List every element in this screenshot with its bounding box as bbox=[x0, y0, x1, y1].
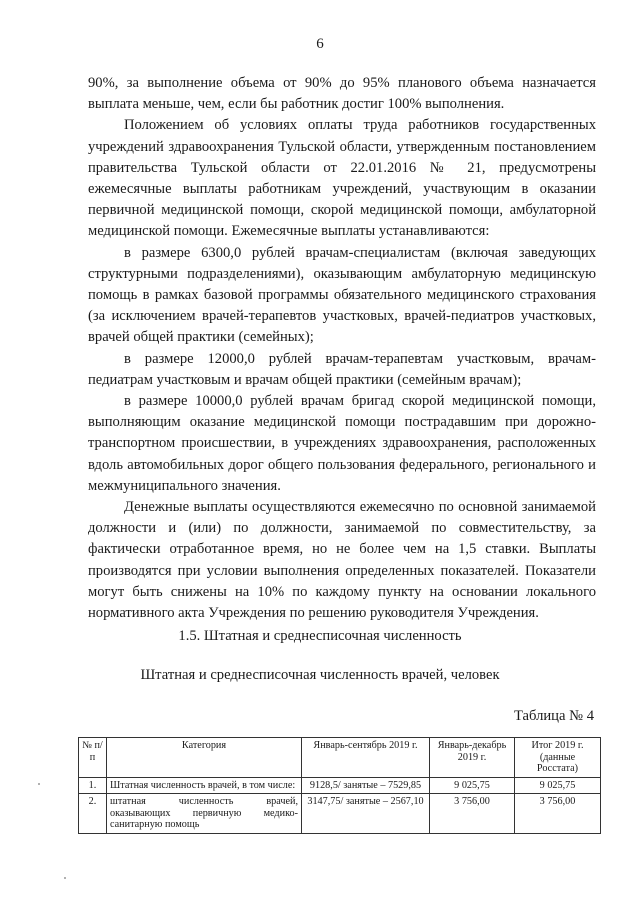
header-cell-jan-sep: Январь-сентябрь 2019 г. bbox=[302, 738, 430, 778]
section-heading: 1.5. Штатная и среднесписочная численность bbox=[178, 628, 462, 644]
table-caption: Таблица № 4 bbox=[514, 708, 594, 724]
row-jan-dec: 9 025,75 bbox=[430, 777, 515, 794]
row-category: Штатная численность врачей, в том числе: bbox=[107, 777, 302, 794]
paragraph: в размере 12000,0 рублей врачам-терапевтам участковым, врачам-педиатрам участковым и врачам общей практики (семейным врачам); bbox=[88, 350, 596, 388]
header-cell-category: Категория bbox=[107, 738, 302, 778]
table-container bbox=[70, 737, 610, 847]
paragraph: в размере 10000,0 рублей врачам бригад скорой медицинской помощи, выполняющим оказание медицинской помощи пострадавшим при дорожно-транспортном происшествии, в учреждениях здравоохранения, расположенных вдоль автомобильных дорог общего пользования федерального, регионального и межмуниципального значения. bbox=[88, 393, 596, 494]
row-total: 3 756,00 bbox=[515, 794, 601, 834]
header-cell-total: Итог 2019 г. (данные Росстата) bbox=[515, 738, 601, 778]
header-cell-jan-dec: Январь-декабрь 2019 г. bbox=[430, 738, 515, 778]
paragraph: Положением об условиях оплаты труда работников государственных учреждений здравоохранения Тульской области, утвержденным постановлением правительства Тульской области от 22.01.2016 № 21, предусмотрены ежемесячные выплаты работникам учреждений, участвующим в оказании первичной медицинской помощи, скорой медицинской помощи, амбулаторной медицинской помощи. Ежемесячные выплаты устанавливаются: bbox=[88, 117, 596, 240]
table-header-row bbox=[79, 738, 601, 778]
row-jan-sep: 9128,5/ занятые – 7529,85 bbox=[302, 777, 430, 794]
page-number: 6 bbox=[316, 36, 324, 52]
header-cell-number: № п/п bbox=[79, 738, 107, 778]
table-row bbox=[79, 794, 601, 834]
table-row bbox=[79, 777, 601, 794]
paragraph: Денежные выплаты осуществляются ежемесячно по основной занимаемой должности и (или) по должности, занимаемой по совместительству, за фактически отработанное время, но не более чем на 1,5 ставки. Выплаты производятся при условии выполнения определенных показателей. Показатели могут быть снижены на 10% по каждому пункту на основании локального нормативного акта Учреждения по решению руководителя Учреждения. bbox=[88, 499, 596, 622]
body-text bbox=[88, 73, 596, 624]
paragraph: в размере 6300,0 рублей врачам-специалистам (включая заведующих структурными подразделениями), оказывающим амбулаторную медицинскую помощь в рамках базовой программы обязательного медицинского страхования (за исключением врачей-терапевтов участковых, врачей-педиатров участковых, врачей общей практики (семейных); bbox=[88, 244, 596, 346]
row-total: 9 025,75 bbox=[515, 777, 601, 794]
paragraph: 90%, за выполнение объема от 90% до 95% планового объема назначается выплата меньше, чем, если бы работник достиг 100% выполнения. bbox=[88, 75, 596, 113]
row-jan-sep: 3147,75/ занятые – 2567,10 bbox=[302, 794, 430, 834]
row-number: 2. bbox=[79, 794, 107, 834]
row-number: 1. bbox=[79, 777, 107, 794]
scan-speck bbox=[38, 783, 40, 785]
table-title: Штатная и среднесписочная численность врачей, человек bbox=[140, 667, 500, 683]
scan-speck bbox=[64, 877, 66, 879]
row-category: штатная численность врачей, оказывающих первичную медико-санитарную помощь bbox=[107, 794, 302, 834]
row-jan-dec: 3 756,00 bbox=[430, 794, 515, 834]
staffing-table bbox=[78, 737, 601, 834]
